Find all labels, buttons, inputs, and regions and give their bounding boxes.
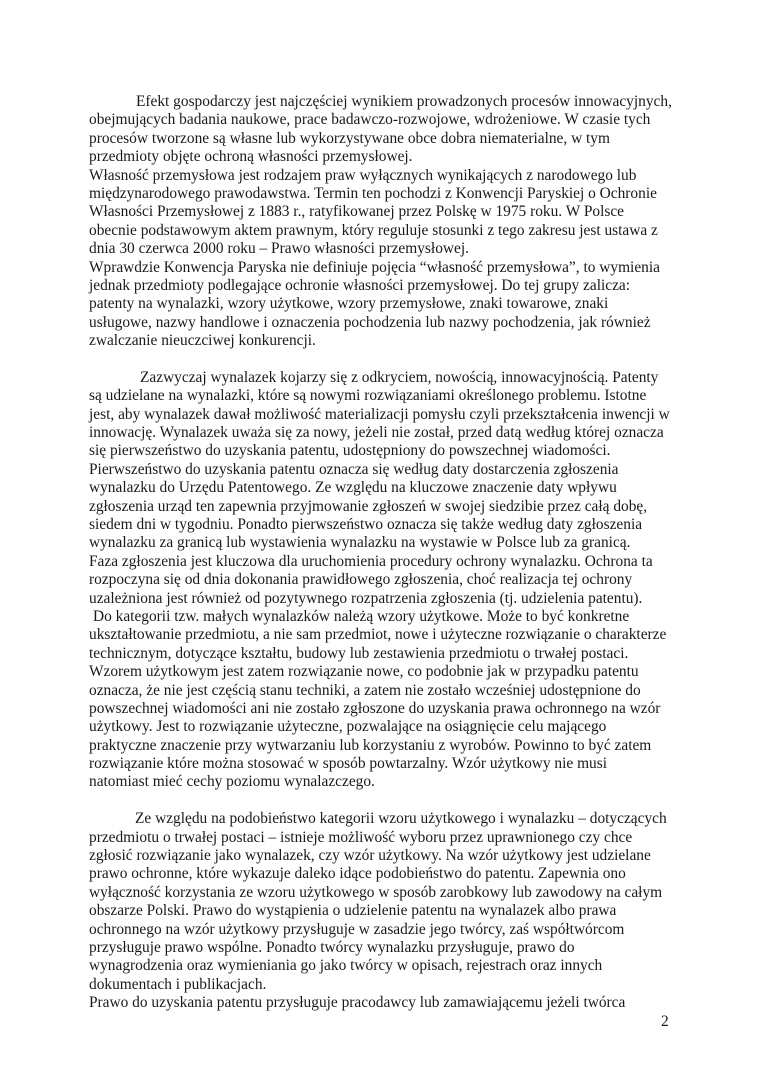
text-line: Własność przemysłowa jest rodzajem praw wyłącznych wynikających z narodowego lub xyxy=(89,166,637,184)
text-line: Faza zgłoszenia jest kluczowa dla uruchomienia procedury ochrony wynalazku. Ochrona ta xyxy=(89,552,653,570)
text-line: Zazwyczaj wynalazek kojarzy się z odkryciem, nowością, innowacyjnością. Patenty xyxy=(140,368,659,386)
paragraph-gap xyxy=(89,792,684,810)
text-line: międzynarodowego prawodawstwa. Termin ten pochodzi z Konwencji Paryskiej o Ochronie xyxy=(89,184,657,202)
text-line: ukształtowanie przedmiotu, a nie sam przedmiot, nowe i użyteczne rozwiązanie o charakterze xyxy=(89,626,667,644)
text-line: jednak przedmioty podlegające ochronie własności przemysłowej. Do tej grupy zalicza: xyxy=(89,276,631,294)
text-line: oznacza, że nie jest częścią stanu techniki, a zatem nie zostało wcześniej udostępnione do xyxy=(89,681,641,699)
text-line: Efekt gospodarczy jest najczęściej wynikiem prowadzonych procesów innowacyjnych, xyxy=(136,93,672,110)
text-line: zgłoszenia urząd ten zapewnia przyjmowanie zgłoszeń w swojej siedzibie przez całą dobę, xyxy=(89,497,648,515)
text-line: dokumentach i publikacjach. xyxy=(89,975,267,993)
text-line: Ze względu na podobieństwo kategorii wzoru użytkowego i wynalazku – dotyczących xyxy=(135,810,667,828)
text-line: patenty na wynalazki, wzory użytkowe, wzory przemysłowe, znaki towarowe, znaki xyxy=(89,295,609,313)
text-line: prawo ochronne, które wykazuje daleko idące podobieństwo do patentu. Zapewnia ono xyxy=(89,865,626,883)
text-line: Prawo do uzyskania patentu przysługuje pracodawcy lub zamawiającemu jeżeli twórca xyxy=(89,994,626,1012)
text-line: zwalczanie nieuczciwej konkurencji. xyxy=(89,332,316,350)
text-line: usługowe, nazwy handlowe i oznaczenia pochodzenia lub nazwy pochodzenia, jak również xyxy=(89,313,651,331)
text-line: Pierwszeństwo do uzyskania patentu oznacza się według daty dostarczenia zgłoszenia xyxy=(89,460,619,478)
text-line: przedmioty objęte ochroną własności przemysłowej. xyxy=(89,148,413,166)
text-line: wynagrodzenia oraz wymieniania go jako twórcy w opisach, rejestrach oraz innych xyxy=(89,957,603,975)
text-line: technicznym, dotyczące kształtu, budowy lub zestawienia przedmiotu o trwałej postaci. xyxy=(89,644,629,662)
text-line: praktyczne znaczenie przy wytwarzaniu lub korzystaniu z wyrobów. Powinno to być zatem xyxy=(89,736,652,754)
text-line: obecnie podstawowym aktem prawnym, który reguluje stosunki z tego zakresu jest ustawa z xyxy=(89,221,658,239)
text-line: wynalazku do Urzędu Patentowego. Ze względu na kluczowe znaczenie daty wpływu xyxy=(89,479,617,497)
text-line: wynalazku za granicą lub wystawienia wynalazku na wystawie w Polsce lub za granicą. xyxy=(89,534,631,552)
text-line: ochronnego na wzór użytkowy przysługuje w zasadzie jego twórcy, zaś współtwórcom xyxy=(89,920,625,938)
text-line: zgłosić rozwiązanie jako wynalazek, czy wzór użytkowy. Na wzór użytkowy jest udzielane xyxy=(89,847,651,865)
paragraph-gap xyxy=(89,350,684,368)
text-line: wyłączność korzystania ze wzoru użytkowego w sposób zarobkowy lub zawodowy na całym xyxy=(89,883,663,901)
text-line: obejmujących badania naukowe, prace badawczo-rozwojowe, wdrożeniowe. W czasie tych xyxy=(89,111,651,129)
text-line: Do kategorii tzw. małych wynalazków należą wzory użytkowe. Może to być konkretne xyxy=(93,607,630,625)
text-line: Własności Przemysłowej z 1883 r., ratyfikowanej przez Polskę w 1975 roku. W Polsce xyxy=(89,203,624,221)
text-line: się pierwszeństwo do uzyskania patentu, udostępniony do powszechnej wiadomości. xyxy=(89,442,611,460)
text-line: przysługuje prawo wspólne. Ponadto twórcy wynalazku przysługuje, prawo do xyxy=(89,938,575,956)
text-line: Wprawdzie Konwencja Paryska nie definiuje pojęcia “własność przemysłowa”, to wymienia xyxy=(89,258,660,276)
text-line: obszarze Polski. Prawo do wystąpienia o udzielenie patentu na wynalazek albo prawa xyxy=(89,902,617,920)
text-line: są udzielane na wynalazki, które są nowymi rozwiązaniami określonego problemu. Istotne xyxy=(89,387,647,405)
text-line: jest, aby wynalazek dawał możliwość materializacji pomysłu czyli przekształcenia inwencji w xyxy=(89,405,670,423)
page-number: 2 xyxy=(661,1013,669,1030)
text-line: przedmiotu o trwałej postaci – istnieje możliwość wyboru przez uprawnionego czy chce xyxy=(89,828,633,846)
text-line: siedem dni w tygodniu. Ponadto pierwszeństwo oznacza się także według daty zgłoszenia xyxy=(89,515,643,533)
text-line: natomiast mieć cechy poziomu wynalazczego. xyxy=(89,773,375,791)
text-line: rozwiązanie które można stosować w sposób powtarzalny. Wzór użytkowy nie musi xyxy=(89,755,608,773)
text-line: innowację. Wynalazek uważa się za nowy, jeżeli nie został, przed datą według której oznacza xyxy=(89,424,664,442)
text-line: dnia 30 czerwca 2000 roku – Prawo własności przemysłowej. xyxy=(89,240,469,258)
text-line: rozpoczyna się od dnia dokonania prawidłowego zgłoszenia, choć realizacja tej ochrony xyxy=(89,571,633,589)
text-line: uzależniona jest również od pozytywnego rozpatrzenia zgłoszenia (tj. udzielenia patentu). xyxy=(89,589,643,607)
document-body xyxy=(89,93,684,1013)
text-line: użytkowy. Jest to rozwiązanie użyteczne, pozwalające na osiągnięcie celu mającego xyxy=(89,718,607,736)
text-line: powszechnej wiadomości ani nie zostało zgłoszone do uzyskania prawa ochronnego na wzór xyxy=(89,699,661,717)
text-line: procesów tworzone są własne lub wykorzystywane obce dobra niematerialne, w tym xyxy=(89,129,610,147)
text-line: Wzorem użytkowym jest zatem rozwiązanie nowe, co podobnie jak w przypadku patentu xyxy=(89,663,639,681)
